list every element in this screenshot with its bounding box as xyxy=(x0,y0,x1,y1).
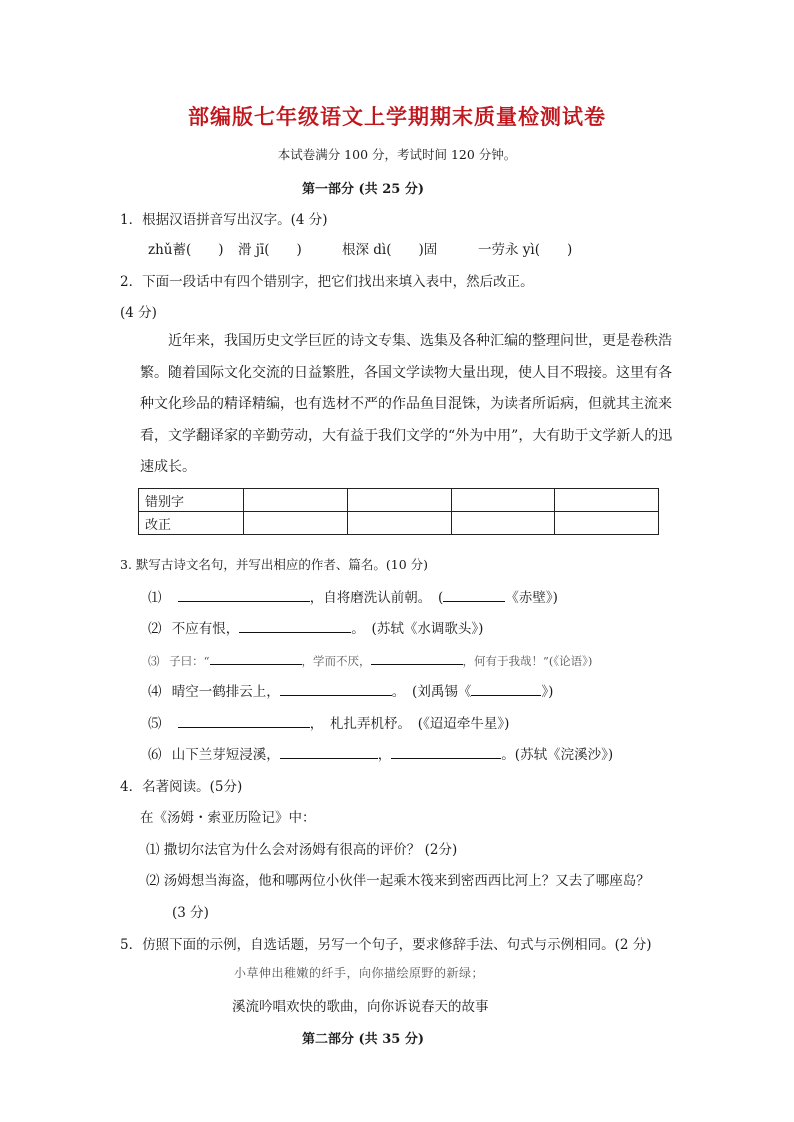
example-sentence-1: 小草伸出稚嫩的纤手，向你描绘原野的新绿； xyxy=(234,966,485,980)
question-4-sub-1: ⑴ 撒切尔法官为什么会对汤姆有很高的评价？ (2分) xyxy=(146,842,458,858)
answer-cell[interactable] xyxy=(451,489,555,512)
line-number: ⑶ xyxy=(148,654,160,668)
answer-cell[interactable] xyxy=(244,489,348,512)
line-text: 》) xyxy=(541,684,554,700)
answer-cell[interactable] xyxy=(555,489,659,512)
line-number: ⑹ xyxy=(148,747,162,763)
line-text: 晴空一鹤排云上， xyxy=(171,684,280,700)
line-text: ， xyxy=(377,747,392,763)
table-row-label: 错别字 xyxy=(139,489,244,512)
answer-cell[interactable] xyxy=(451,512,555,535)
question-4-sub-2-score: (3 分) xyxy=(172,905,209,921)
q1-item-2: 滑 jī( ) xyxy=(238,242,302,258)
line-text: ，学而不厌， xyxy=(301,654,371,668)
table-row xyxy=(139,512,659,535)
answer-cell[interactable] xyxy=(347,489,451,512)
fill-blank[interactable] xyxy=(471,681,541,696)
fill-blank[interactable] xyxy=(391,744,501,759)
line-text: 《赤壁》) xyxy=(505,590,558,606)
exam-title: 部编版七年级语文上学期期末质量检测试卷 xyxy=(188,104,606,129)
fill-blank[interactable] xyxy=(210,650,302,665)
line-number: ⑸ xyxy=(148,716,162,732)
passage-text: 近年来，我国历史文学巨匠的诗文专集、选集及各种汇编的整理问世，更是卷秩浩繁。随着国际文化交流的日益繁胜，各国文学读物大量出现，使人目不瑕接。这里有各种文化珍品的精译精编，也有选材不严的作品鱼目混铢，为读者所诟病，但就其主流来看，文学翻译家的辛勤劳动，大有益于我们文学的“外为中用”，大有助于文学新人的迅速成长。 xyxy=(140,333,673,475)
fill-blank[interactable] xyxy=(280,681,392,696)
example-sentence-2: 溪流吟唱欢快的歌曲，向你诉说春天的故事 xyxy=(232,999,489,1015)
answer-cell[interactable] xyxy=(555,512,659,535)
q3-line-4 xyxy=(148,680,553,700)
table-row-label: 改正 xyxy=(139,512,244,535)
fill-blank[interactable] xyxy=(371,650,463,665)
question-1-stem: 1．根据汉语拼音写出汉字。(4 分) xyxy=(120,212,328,228)
question-5-stem: 5．仿照下面的示例，自选话题，另写一个句子，要求修辞手法、句式与示例相同。(2 分) xyxy=(120,937,652,953)
line-text: ，何有于我哉！”(《论语》) xyxy=(462,654,593,668)
fill-blank[interactable] xyxy=(178,587,310,602)
q3-line-3 xyxy=(148,650,592,669)
line-text: 。 (刘禹锡《 xyxy=(391,684,472,700)
correction-table xyxy=(138,488,659,535)
question-4-intro: 在《汤姆・索亚历险记》中： xyxy=(140,810,316,826)
q1-item-1: zhǔ蓄( ) xyxy=(148,242,224,258)
question-2-score: (4 分) xyxy=(120,305,157,321)
fill-blank[interactable] xyxy=(178,713,310,728)
part-two-heading: 第二部分 (共 35 分) xyxy=(302,1032,424,1047)
exam-note: 本试卷满分 100 分，考试时间 120 分钟。 xyxy=(277,147,517,162)
answer-cell[interactable] xyxy=(244,512,348,535)
q3-line-5 xyxy=(148,712,509,732)
q3-line-2 xyxy=(148,617,483,637)
answer-cell[interactable] xyxy=(347,512,451,535)
line-text: 子曰：“ xyxy=(169,654,210,668)
question-2-passage xyxy=(140,326,680,484)
q1-item-3: 根深 dì( )固 xyxy=(342,242,438,258)
question-4-sub-2: ⑵ 汤姆想当海盗，他和哪两位小伙伴一起乘木筏来到密西西比河上？又去了哪座岛？ xyxy=(146,873,650,889)
fill-blank[interactable] xyxy=(239,618,351,633)
line-text: 。 (苏轼《水调歌头》) xyxy=(351,621,484,637)
part-one-heading: 第一部分 (共 25 分) xyxy=(302,182,424,197)
question-4-stem: 4．名著阅读。(5分) xyxy=(120,779,243,795)
q3-line-1 xyxy=(148,586,558,606)
question-2-stem: 2．下面一段话中有四个错别字，把它们找出来填入表中，然后改正。 xyxy=(120,274,534,290)
question-3-stem: 3. 默写古诗文名句，并写出相应的作者、篇名。(10 分) xyxy=(120,557,429,572)
line-text: ，自将磨洗认前朝。 ( xyxy=(309,590,444,606)
fill-blank[interactable] xyxy=(443,587,505,602)
q1-item-4: 一劳永 yì( ) xyxy=(478,242,573,258)
line-number: ⑴ xyxy=(148,590,162,606)
fill-blank[interactable] xyxy=(280,744,378,759)
table-row xyxy=(139,489,659,512)
line-text: 。(苏轼《浣溪沙》) xyxy=(501,747,614,763)
line-number: ⑷ xyxy=(148,684,162,700)
q3-line-6 xyxy=(148,743,613,763)
line-number: ⑵ xyxy=(148,621,162,637)
line-text: ， 札扎弄机杼。 (《迢迢牵牛星》) xyxy=(309,716,510,732)
line-text: 山下兰芽短浸溪， xyxy=(171,747,280,763)
line-text: 不应有恨， xyxy=(171,621,240,637)
